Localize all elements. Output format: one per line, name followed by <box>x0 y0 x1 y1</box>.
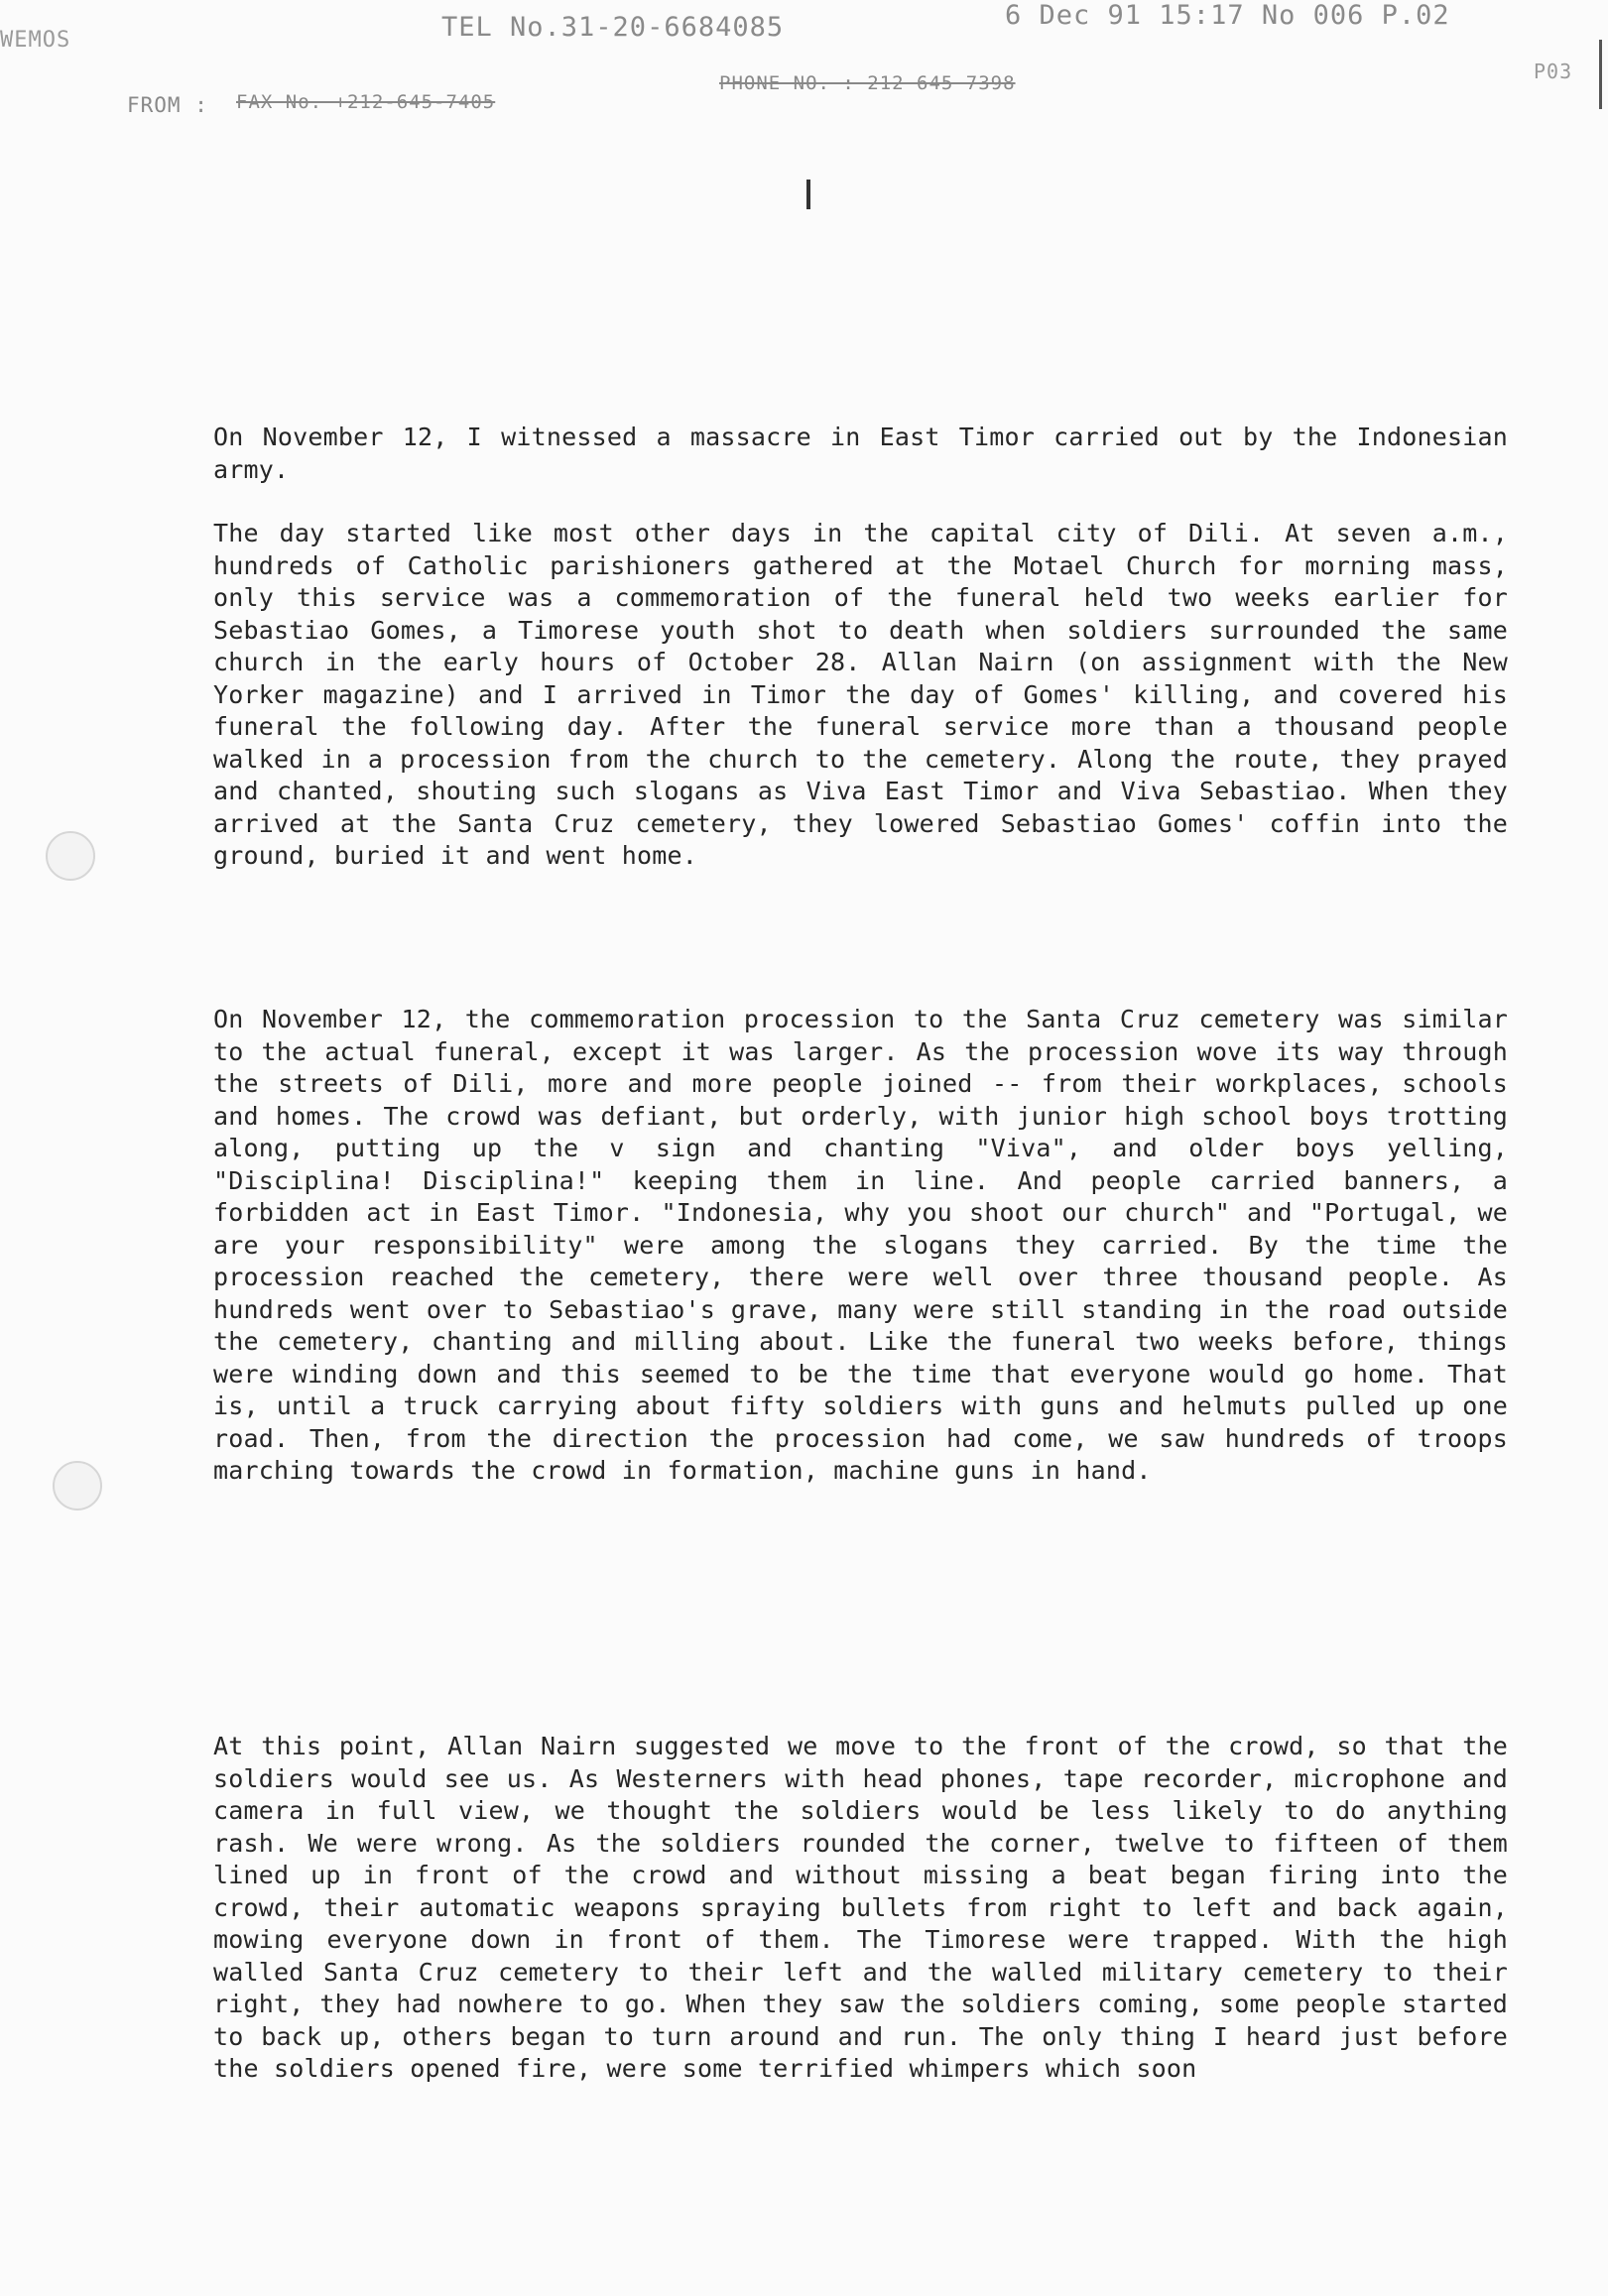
page-edge-mark <box>1599 40 1602 109</box>
sender-stamp: WEMOS <box>0 28 71 53</box>
page-code: P03 <box>1534 60 1573 83</box>
paragraph-intro: On November 12, I witnessed a massacre in East Timor carried out by the Indonesian army. <box>213 423 1508 484</box>
fax-transmission-timestamp: 6 Dec 91 15:17 No 006 P.02 <box>1005 0 1450 31</box>
punch-hole <box>46 831 95 881</box>
fax-telephone-number: TEL No.31-20-6684085 <box>441 12 785 43</box>
paragraph-background: The day started like most other days in the capital city of Dili. At seven a.m., hundreds of Catholic parishioners gathered at the Motael Church for morning mass, only this service was a commemoration of the funeral held two weeks earlier for Sebastiao Gomes, a Timorese youth shot to death when soldiers surrounded the same church in the early hours of October 28. Allan Nairn (on assignment with the New Yorker magazine) and I arrived in Timor the day of Gomes' killing, and covered his funeral the following day. After the funeral service more than a thousand people walked in a procession from the church to the cemetery. Along the route, they prayed and chanted, shouting such slogans as Viva East Timor and Viva Sebastiao. When they arrived at the Santa Cruz cemetery, they lowered Sebastiao Gomes' coffin into the ground, buried it and went home. <box>213 519 1508 870</box>
paragraph-procession: On November 12, the commemoration procession to the Santa Cruz cemetery was similar to the actual funeral, except it was larger. As the procession wove its way through the streets of Dili, more and more people joined -- from their workplaces, schools and homes. The crowd was defiant, but orderly, with junior high school boys trotting along, putting up the v sign and chanting "Viva", and older boys yelling, "Disciplina! Disciplina!" keeping them in line. And people carried banners, a forbidden act in East Timor. "Indonesia, why you shoot our church" and "Portugal, we are your responsibility" were among the slogans they carried. By the time the procession reached the cemetery, there were well over three thousand people. As hundreds went over to Sebastiao's grave, many were still standing in the road outside the cemetery, chanting and milling about. Like the funeral two weeks before, things were winding down and this seemed to be the time that everyone would go home. That is, until a truck carrying about fifty soldiers with guns and helmuts pulled up one road. Then, from the direction the procession had come, we saw hundreds of troops marching towards the crowd in formation, machine guns in hand. <box>213 1005 1508 1485</box>
punch-hole <box>53 1461 102 1511</box>
struck-phone-number: PHONE NO. : 212 645 7398 <box>719 72 1016 94</box>
page-tick-mark <box>806 180 810 209</box>
paragraph-shooting: At this point, Allan Nairn suggested we move to the front of the crowd, so that the soldiers would see us. As Westerners with head phones, tape recorder, microphone and camera in full view, we thought the soldiers would be less likely to do anything rash. We were wrong. As the soldiers rounded the corner, twelve to fifteen of them lined up in front of the crowd and without missing a beat began firing into the crowd, their automatic weapons spraying bullets from right to left and back again, mowing everyone down in front of them. The Timorese were trapped. With the high walled Santa Cruz cemetery to their left and the walled military cemetery to their right, they had nowhere to go. When they saw the soldiers coming, some people started to back up, others began to turn around and run. The only thing I heard just before the soldiers opened fire, were some terrified whimpers which soon <box>213 1732 1508 2083</box>
from-label: FROM : <box>127 93 208 117</box>
struck-fax-number: FAX No. +212-645-7405 <box>236 91 496 113</box>
